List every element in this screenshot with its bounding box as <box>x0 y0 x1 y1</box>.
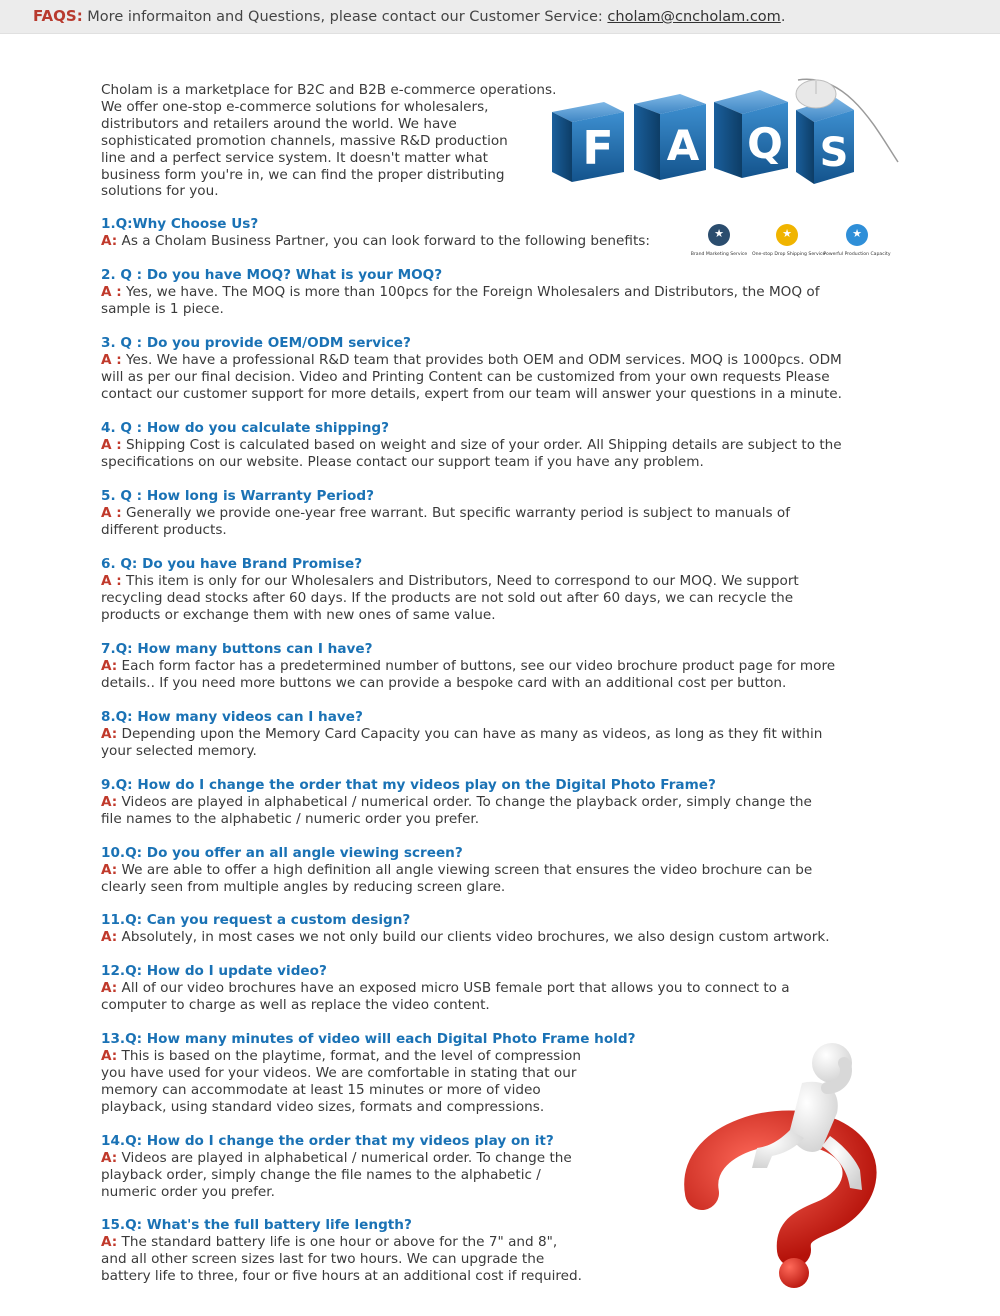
faq-question: 2. Q : Do you have MOQ? What is your MOQ? <box>101 267 443 283</box>
intro-paragraph <box>101 82 557 200</box>
answer-line: This item is only for our Wholesalers and Distributors, Need to correspond to our MOQ. We support <box>121 573 799 589</box>
cube-q <box>714 90 788 178</box>
answer-line: and all other screen sizes last for two hours. We can upgrade the <box>101 1251 545 1267</box>
answer-label: A : <box>101 573 122 589</box>
faq-question: 5. Q : How long is Warranty Period? <box>101 488 374 504</box>
star-badge-icon <box>708 224 730 246</box>
answer-line: We are able to offer a high definition all angle viewing screen that ensures the video brochure can be <box>117 862 813 878</box>
intro-line: distributors and retailers around the world. We have <box>101 115 457 132</box>
benefit-caption: Powerful Production Capacity <box>823 252 891 257</box>
faq-answer <box>101 233 650 250</box>
header-message: More informaiton and Questions, please contact our Customer Service: <box>82 9 608 25</box>
faq-item-7 <box>101 641 835 692</box>
star-badge-icon <box>776 224 798 246</box>
benefit-production-capacity <box>822 222 892 257</box>
answer-line: clearly seen from multiple angles by reducing screen glare. <box>101 879 506 895</box>
answer-line: Shipping Cost is calculated based on weight and size of your order. All Shipping details are subject to the <box>121 437 842 453</box>
faq-item-13 <box>101 1031 635 1116</box>
answer-line: numeric order you prefer. <box>101 1184 275 1200</box>
faq-question: 3. Q : Do you provide OEM/ODM service? <box>101 335 411 351</box>
faq-question: 12.Q: How do I update video? <box>101 963 327 979</box>
faq-answer <box>101 726 822 760</box>
answer-line: Videos are played in alphabetical / numerical order. To change the playback order, simply change the <box>117 794 812 810</box>
faq-item-11 <box>101 912 830 946</box>
answer-line: As a Cholam Business Partner, you can look forward to the following benefits: <box>117 233 650 249</box>
faq-answer <box>101 658 835 692</box>
cube-letter: A <box>666 121 700 170</box>
answer-label: A: <box>101 794 118 810</box>
answer-line: you have used for your videos. We are comfortable in stating that our <box>101 1065 577 1081</box>
answer-label: A: <box>101 1048 118 1064</box>
answer-line: specifications on our website. Please contact our support team if you have any problem. <box>101 454 704 470</box>
answer-line: The standard battery life is one hour or above for the 7" and 8", <box>117 1234 558 1250</box>
faq-answer <box>101 1048 635 1116</box>
answer-label: A : <box>101 437 122 453</box>
answer-line: Yes, we have. The MOQ is more than 100pcs for the Foreign Wholesalers and Distributors, the MOQ of <box>121 284 820 300</box>
answer-label: A: <box>101 1150 118 1166</box>
answer-line: Videos are played in alphabetical / numerical order. To change the <box>117 1150 572 1166</box>
faq-item-3 <box>101 335 842 403</box>
header-end: . <box>780 9 786 25</box>
faq-item-10 <box>101 845 812 896</box>
answer-line: Yes. We have a professional R&D team that provides both OEM and ODM services. MOQ is 1000pcs. ODM <box>121 352 842 368</box>
answer-line: will as per our final decision. Video and Printing Content can be customized from your own requests Please <box>101 369 830 385</box>
faq-answer <box>101 929 830 946</box>
answer-line: playback order, simply change the file names to the alphabetic / <box>101 1167 541 1183</box>
faq-item-8 <box>101 709 822 760</box>
cube-letter: F <box>582 121 614 175</box>
answer-line: sample is 1 piece. <box>101 301 224 317</box>
star-badge-icon <box>846 224 868 246</box>
answer-label: A: <box>101 726 118 742</box>
benefit-brand-marketing <box>684 222 754 257</box>
faq-answer <box>101 1234 582 1285</box>
cube-letter: Q <box>747 119 783 168</box>
answer-label: A: <box>101 980 118 996</box>
answer-label: A : <box>101 284 122 300</box>
intro-line: solutions for you. <box>101 183 219 200</box>
answer-line: All of our video brochures have an exposed micro USB female port that allows you to connect to a <box>117 980 790 996</box>
answer-line: playback, using standard video sizes, formats and compressions. <box>101 1099 545 1115</box>
answer-label: A: <box>101 1234 118 1250</box>
answer-line: Generally we provide one-year free warrant. But specific warranty period is subject to manuals of <box>121 505 791 521</box>
thinking-figure-question-mark-image <box>672 1018 932 1290</box>
answer-line: Depending upon the Memory Card Capacity you can have as many as videos, as long as they fit within <box>117 726 823 742</box>
faq-answer <box>101 980 790 1014</box>
faq-question: 10.Q: Do you offer an all angle viewing screen? <box>101 845 463 861</box>
faq-question: 8.Q: How many videos can I have? <box>101 709 363 725</box>
faq-answer <box>101 505 790 539</box>
faq-item-2 <box>101 267 820 318</box>
answer-line: This is based on the playtime, format, and the level of compression <box>117 1048 581 1064</box>
email-link[interactable]: cholam@cncholam.com <box>607 9 781 25</box>
header-label: FAQS: <box>33 7 83 25</box>
intro-line: business form you're in, we can find the proper distributing <box>101 166 505 183</box>
answer-line: Each form factor has a predetermined number of buttons, see our video brochure product page for more <box>117 658 836 674</box>
faq-answer <box>101 1150 572 1201</box>
faq-item-9 <box>101 777 812 828</box>
intro-line: Cholam is a marketplace for B2C and B2B e-commerce operations. <box>101 82 557 98</box>
faq-question: 13.Q: How many minutes of video will each Digital Photo Frame hold? <box>101 1031 636 1047</box>
faq-question: 9.Q: How do I change the order that my videos play on the Digital Photo Frame? <box>101 777 716 793</box>
answer-line: battery life to three, four or five hours at an additional cost if required. <box>101 1268 582 1284</box>
intro-line: line and a perfect service system. It doesn't matter what <box>101 149 489 166</box>
answer-line: memory can accommodate at least 15 minutes or more of video <box>101 1082 541 1098</box>
answer-line: your selected memory. <box>101 743 257 759</box>
faq-question: 6. Q: Do you have Brand Promise? <box>101 556 363 572</box>
faq-answer <box>101 862 812 896</box>
cube-f <box>552 102 624 182</box>
answer-line: Absolutely, in most cases we not only build our clients video brochures, we also design custom artwork. <box>117 929 830 945</box>
benefit-caption: Brand Marketing Service <box>690 252 748 257</box>
faqs-cubes-image <box>548 72 903 192</box>
answer-line: different products. <box>101 522 227 538</box>
benefit-drop-shipping <box>752 222 826 257</box>
top-bar <box>0 0 1000 34</box>
faq-question: 4. Q : How do you calculate shipping? <box>101 420 389 436</box>
cube-a <box>634 94 706 180</box>
cube-letter: S <box>819 130 849 176</box>
faq-item-12 <box>101 963 790 1014</box>
faq-question: 1.Q:Why Choose Us? <box>101 216 259 232</box>
answer-label: A : <box>101 352 122 368</box>
faq-answer <box>101 437 842 471</box>
answer-label: A: <box>101 658 118 674</box>
faq-item-5 <box>101 488 790 539</box>
mouse-icon <box>796 80 836 108</box>
faq-question: 15.Q: What's the full battery life length? <box>101 1217 412 1233</box>
benefit-caption: One-stop Drop Shipping Service <box>752 252 826 257</box>
answer-label: A: <box>101 862 118 878</box>
faq-answer <box>101 284 820 318</box>
answer-line: recycling dead stocks after 60 days. If the products are not sold out after 60 days, we can recycle the <box>101 590 794 606</box>
faq-question: 7.Q: How many buttons can I have? <box>101 641 373 657</box>
header-text <box>33 7 785 25</box>
faq-item-6 <box>101 556 799 624</box>
faq-question: 11.Q: Can you request a custom design? <box>101 912 411 928</box>
faq-question: 14.Q: How do I change the order that my videos play on it? <box>101 1133 554 1149</box>
faq-answer <box>101 794 812 828</box>
answer-line: products or exchange them with new ones of same value. <box>101 607 496 623</box>
cube-s <box>796 98 854 184</box>
faq-answer <box>101 573 799 624</box>
answer-label: A: <box>101 929 118 945</box>
faq-item-14 <box>101 1133 572 1201</box>
answer-line: contact our customer support for more details, expert from our team will answer your questions in a minute. <box>101 386 842 402</box>
answer-line: file names to the alphabetic / numeric order you prefer. <box>101 811 480 827</box>
faq-item-15 <box>101 1217 582 1285</box>
intro-line: We offer one-stop e-commerce solutions for wholesalers, <box>101 98 489 115</box>
faq-answer <box>101 352 842 403</box>
answer-line: computer to charge as well as replace the video content. <box>101 997 490 1013</box>
benefits-badges <box>684 222 896 262</box>
intro-line: sophisticated promotion channels, massive R&D production <box>101 132 508 149</box>
faq-item-1 <box>101 216 650 250</box>
answer-label: A: <box>101 233 118 249</box>
answer-label: A : <box>101 505 122 521</box>
answer-line: details.. If you need more buttons we can provide a bespoke card with an additional cost per button. <box>101 675 787 691</box>
faq-item-4 <box>101 420 842 471</box>
